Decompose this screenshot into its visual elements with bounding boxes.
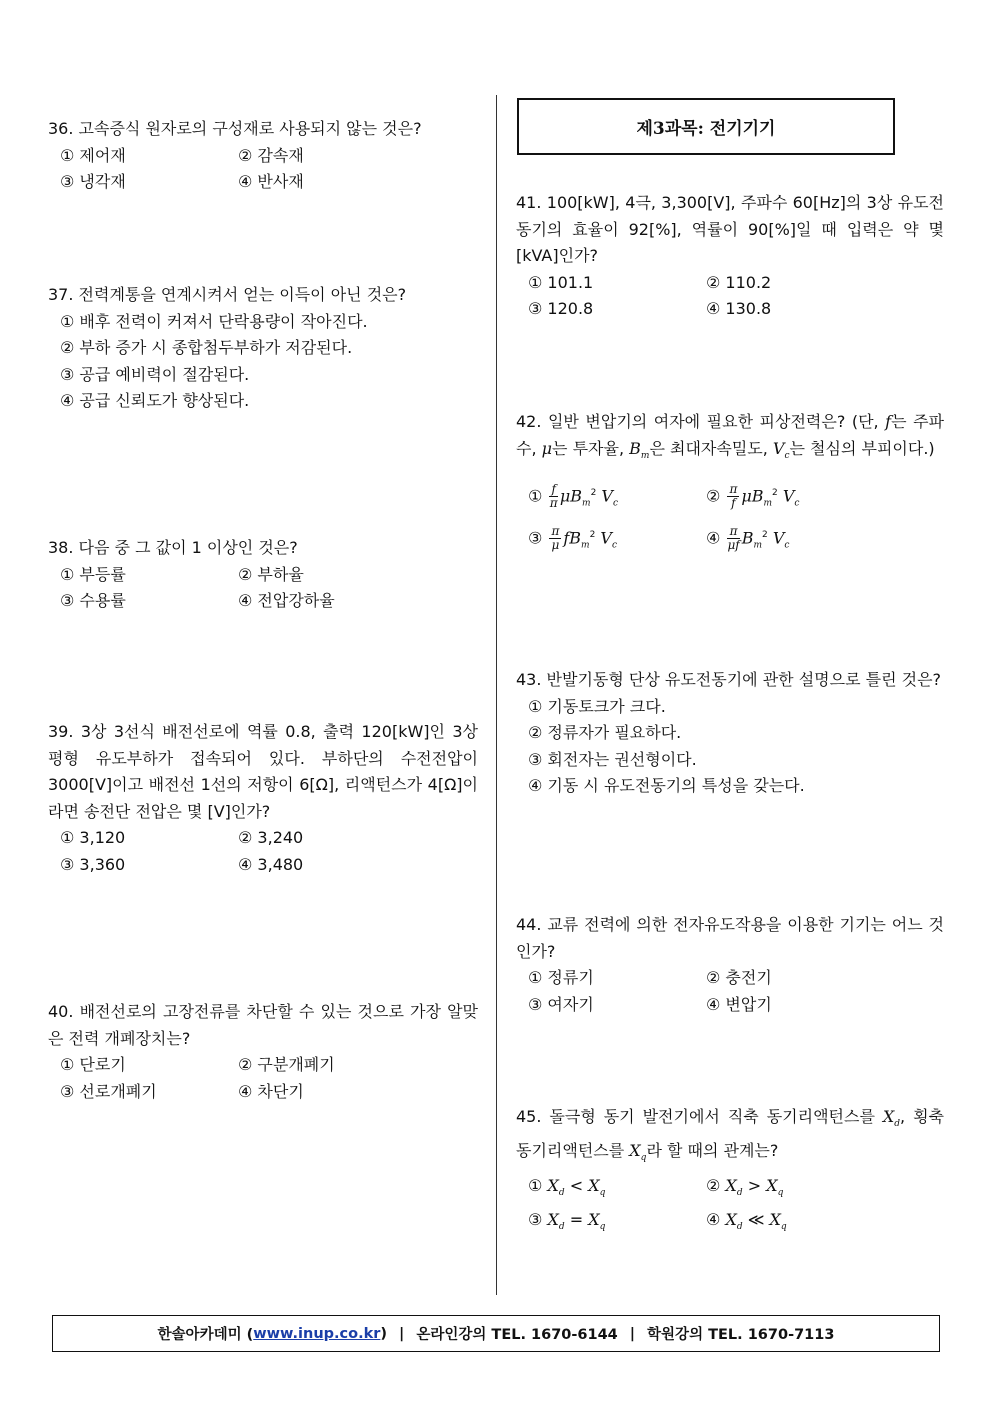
column-divider [496, 95, 497, 1295]
question-42 [516, 409, 944, 561]
options [516, 1173, 944, 1240]
footer-online-tel: 온라인강의 TEL. 1670-6144 [416, 1327, 618, 1343]
options [48, 143, 478, 196]
option-1[interactable]: ① 정류기 [528, 968, 594, 987]
question-stem: 37. 전력계통을 연계시켜서 얻는 이득이 아닌 것은? [48, 285, 407, 304]
footer-offline-tel: 학원강의 TEL. 1670-7113 [647, 1327, 835, 1343]
option-4[interactable]: ④ 반사재 [238, 172, 304, 191]
option-2[interactable]: ② 충전기 [706, 968, 772, 987]
option-1[interactable]: ① $X_d < X_q$ [528, 1176, 606, 1199]
option-3[interactable]: ③ 수용률 [60, 591, 126, 610]
option-3[interactable]: ③ 냉각재 [60, 172, 126, 191]
option-1[interactable]: ① 배후 전력이 커져서 단락용량이 작아진다. [60, 311, 368, 331]
option-4[interactable]: ④ 기동 시 유도전동기의 특성을 갖는다. [528, 776, 805, 795]
option-2[interactable]: ② $X_d > X_q$ [706, 1176, 784, 1199]
option-2[interactable]: ② 부하 증가 시 종합첨두부하가 저감된다. [60, 338, 353, 357]
symbol-xd: $X_d$ [882, 1107, 901, 1130]
options [48, 562, 478, 615]
question-40 [48, 999, 478, 1105]
symbol-xq: $X_q$ [629, 1140, 647, 1163]
option-4[interactable]: ④ $\frac{\pi}{\mu f}$ $B_m^2$ $V_c$ [706, 524, 790, 552]
option-3[interactable]: ③ $\frac{\pi}{\mu}$ $fB_m^2$ $V_c$ [528, 524, 617, 552]
subject-title: 제3과목: 전기기기 [636, 119, 776, 139]
symbol-vc: $V_c$ [772, 438, 790, 461]
option-2[interactable]: ② 감속재 [238, 145, 304, 165]
symbol-bm: $B_m$ [629, 438, 650, 461]
option-2[interactable]: ② 정류자가 필요하다. [528, 723, 682, 742]
footer-separator: | [629, 1325, 636, 1342]
option-3[interactable]: ③ 선로개폐기 [60, 1081, 157, 1101]
footer-bar [52, 1315, 940, 1352]
option-4[interactable]: ④ 차단기 [238, 1081, 304, 1101]
option-4[interactable]: ④ 전압강하율 [238, 591, 335, 610]
option-3[interactable]: ③ 회전자는 권선형이다. [528, 749, 697, 769]
options [516, 477, 944, 561]
symbol-mu: μ [541, 438, 553, 458]
option-4[interactable]: ④ $X_d$ ≪ $X_q$ [706, 1210, 787, 1233]
question-stem: 36. 고속증식 원자로의 구성재로 사용되지 않는 것은? [48, 119, 422, 138]
options [48, 825, 478, 878]
symbol-f: f [885, 412, 892, 431]
option-1[interactable]: ① $\frac{f}{\pi}$ $\mu B_m^2$ $V_c$ [528, 482, 619, 510]
question-38 [48, 535, 478, 615]
footer-close-paren: ) [380, 1325, 388, 1342]
question-stem: 40. 배전선로의 고장전류를 차단할 수 있는 것으로 가장 알맞은 전력 개폐장치는? [48, 1002, 478, 1048]
question-43 [516, 667, 944, 800]
question-stem: 38. 다음 중 그 값이 1 이상인 것은? [48, 538, 298, 557]
option-1[interactable]: ① 단로기 [60, 1055, 126, 1074]
option-3[interactable]: ③ 여자기 [528, 994, 594, 1014]
question-stem: 42. 일반 변압기의 여자에 필요한 피상전력은? (단, f는 주파수, μ는 투자율, $B_m$은 최대자속밀도, $V_c$는 철심의 부피이다.) [516, 412, 944, 461]
option-1[interactable]: ① 부등률 [60, 564, 126, 584]
option-4[interactable]: ④ 공급 신뢰도가 향상된다. [60, 391, 250, 410]
question-44 [516, 912, 944, 1018]
footer-academy-name: 한솔아카데미 ( [157, 1327, 254, 1343]
question-stem: 41. 100[kW], 4극, 3,300[V], 주파수 60[Hz]의 3상 유도전동기의 효율이 92[%], 역률이 90[%]일 때 입력은 약 몇 [kVA]인가? [516, 193, 944, 265]
option-1[interactable]: ① 제어재 [60, 145, 126, 165]
question-45 [516, 1104, 944, 1241]
option-3[interactable]: ③ $X_d = X_q$ [528, 1210, 606, 1233]
question-41 [516, 190, 944, 323]
footer-website-link[interactable]: www.inup.co.kr [253, 1325, 381, 1342]
question-36 [48, 116, 478, 196]
option-1[interactable]: ① 기동토크가 크다. [528, 696, 666, 716]
option-2[interactable]: ② 구분개폐기 [238, 1055, 335, 1074]
option-1[interactable]: ① 3,120 [60, 828, 126, 847]
option-2[interactable]: ② $\frac{\pi}{f}$ $\mu B_m^2$ $V_c$ [706, 482, 800, 510]
footer-separator: | [399, 1325, 405, 1342]
options [48, 1052, 478, 1105]
options [516, 270, 944, 323]
option-3[interactable]: ③ 120.8 [528, 299, 594, 318]
question-37 [48, 282, 478, 415]
options [516, 694, 944, 800]
subject-title-box [517, 98, 895, 155]
options [48, 309, 478, 415]
option-2[interactable]: ② 110.2 [706, 272, 772, 292]
option-4[interactable]: ④ 3,480 [238, 854, 304, 874]
option-3[interactable]: ③ 공급 예비력이 절감된다. [60, 364, 250, 384]
option-2[interactable]: ② 3,240 [238, 828, 304, 847]
option-4[interactable]: ④ 130.8 [706, 299, 772, 318]
question-stem: 39. 3상 3선식 배전선로에 역률 0.8, 출력 120[kW]인 3상 평형 유도부하가 접속되어 있다. 부하단의 수전전압이 3000[V]이고 배전선 1선의 저항이 6[Ω], 리액턴스가 4[Ω]이라면 송전단 전압은 몇 [V]인가? [48, 722, 478, 821]
option-4[interactable]: ④ 변압기 [706, 994, 772, 1014]
option-2[interactable]: ② 부하율 [238, 564, 304, 584]
option-1[interactable]: ① 101.1 [528, 272, 594, 292]
question-stem: 44. 교류 전력에 의한 전자유도작용을 이용한 기기는 어느 것인가? [516, 915, 944, 961]
question-stem: 43. 반발기동형 단상 유도전동기에 관한 설명으로 틀린 것은? [516, 670, 942, 689]
option-3[interactable]: ③ 3,360 [60, 854, 126, 874]
question-39 [48, 719, 478, 878]
options [516, 965, 944, 1018]
question-stem: 45. 돌극형 동기 발전기에서 직축 동기리액턴스를 $X_d$, 횡축 동기리액턴스를 $X_q$라 할 때의 관계는? [516, 1107, 944, 1163]
